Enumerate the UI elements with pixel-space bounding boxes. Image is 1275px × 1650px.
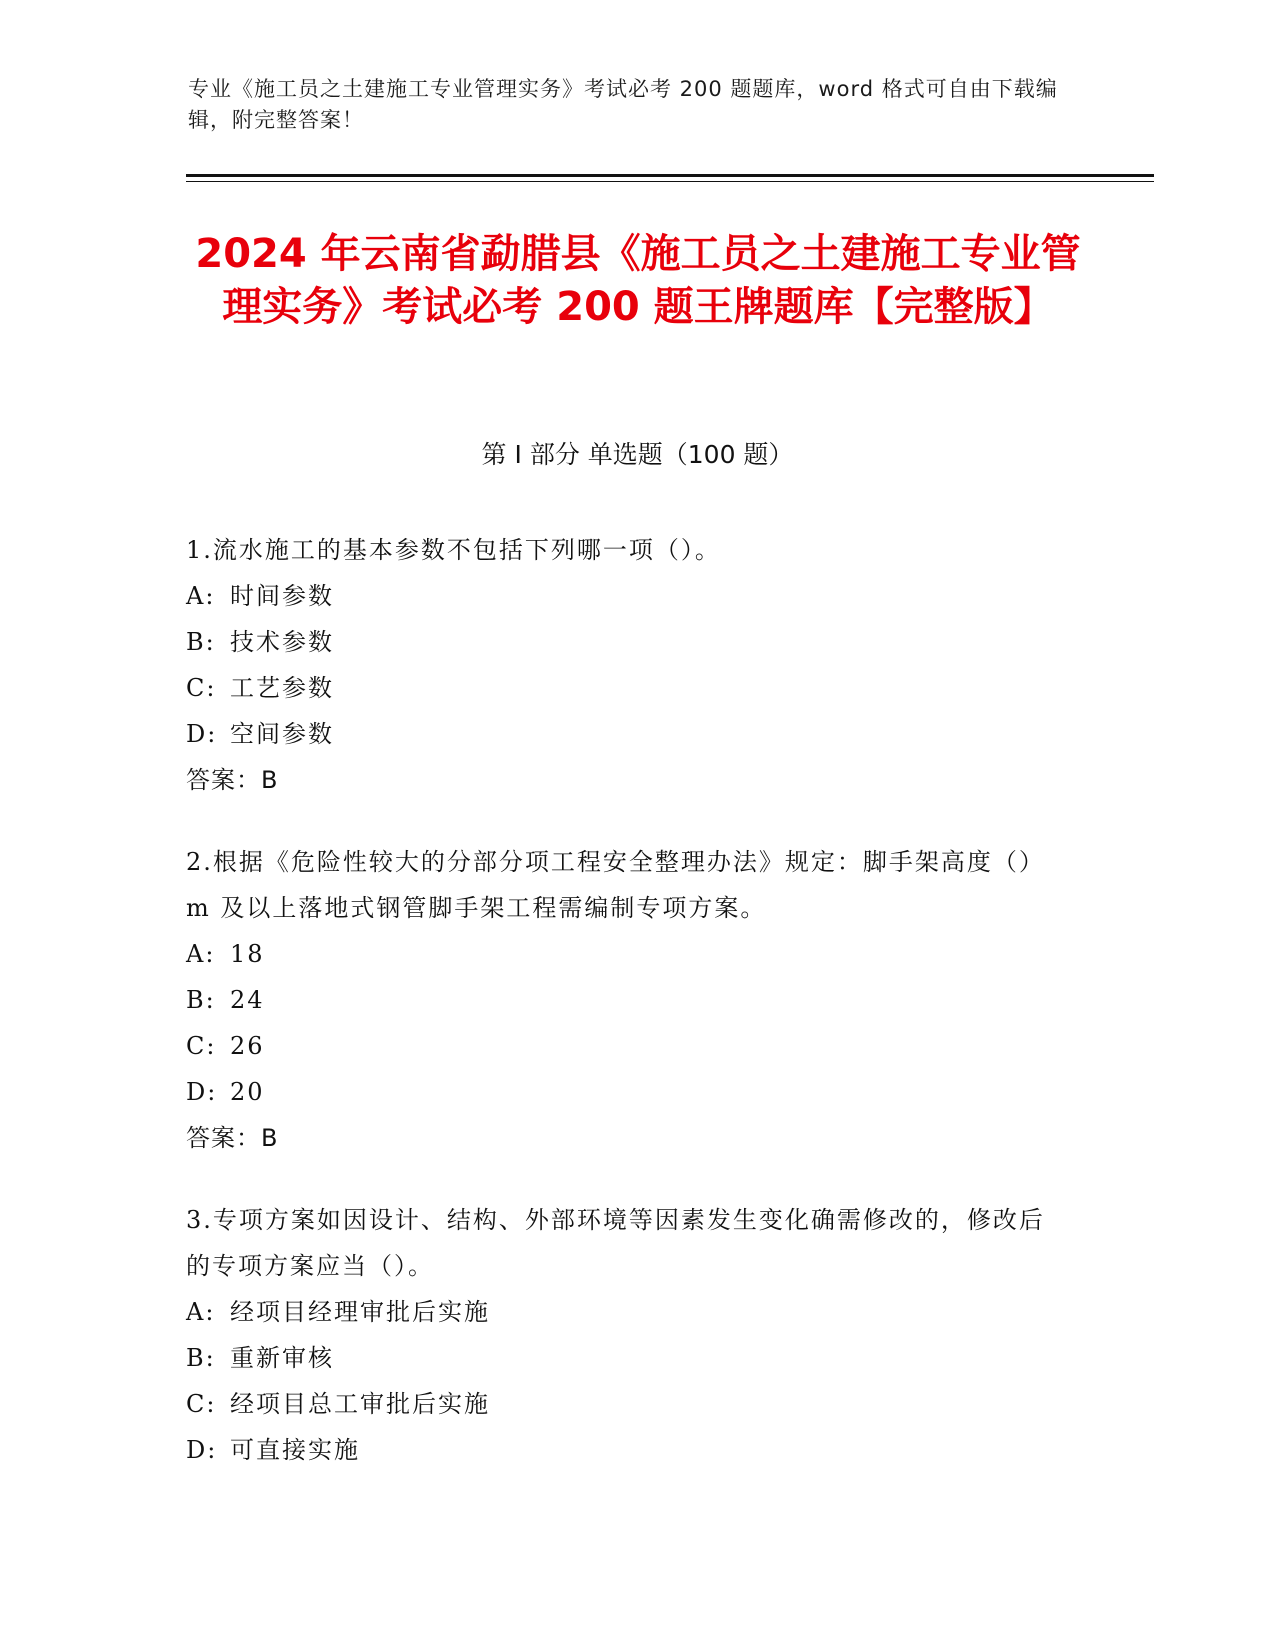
option-letter: C: bbox=[186, 674, 217, 702]
option-c bbox=[186, 1381, 1066, 1427]
option-text: 24 bbox=[230, 986, 265, 1014]
option-d bbox=[186, 711, 1066, 757]
question-3 bbox=[186, 1197, 1066, 1473]
option-text: 可直接实施 bbox=[230, 1436, 360, 1464]
option-letter: A: bbox=[186, 582, 216, 610]
option-letter: B: bbox=[186, 1344, 216, 1372]
question-list bbox=[186, 527, 1066, 1509]
option-letter: B: bbox=[186, 986, 216, 1014]
option-c bbox=[186, 1023, 1066, 1069]
answer-line: 答案：B bbox=[186, 1124, 279, 1152]
option-b bbox=[186, 1335, 1066, 1381]
option-letter: C: bbox=[186, 1032, 217, 1060]
option-c bbox=[186, 665, 1066, 711]
option-b bbox=[186, 619, 1066, 665]
option-b bbox=[186, 977, 1066, 1023]
option-letter: B: bbox=[186, 628, 216, 656]
header-note: 专业《施工员之土建施工专业管理实务》考试必考 200 题题库，word 格式可自由下载编辑，附完整答案！ bbox=[188, 77, 1058, 132]
option-text: 时间参数 bbox=[230, 582, 334, 610]
question-stem: 3.专项方案如因设计、结构、外部环境等因素发生变化确需修改的，修改后的专项方案应当（）。 bbox=[186, 1206, 1045, 1280]
option-a bbox=[186, 1289, 1066, 1335]
question-2 bbox=[186, 839, 1066, 1161]
option-text: 重新审核 bbox=[230, 1344, 334, 1372]
option-text: 技术参数 bbox=[230, 628, 334, 656]
answer-line: 答案：B bbox=[186, 766, 279, 794]
option-text: 18 bbox=[230, 940, 265, 968]
question-stem: 2.根据《危险性较大的分部分项工程安全整理办法》规定：脚手架高度（）m 及以上落地式钢管脚手架工程需编制专项方案。 bbox=[186, 848, 1045, 922]
section-title: 第 I 部分 单选题（100 题） bbox=[481, 440, 794, 469]
option-a bbox=[186, 573, 1066, 619]
option-letter: D: bbox=[186, 720, 218, 748]
option-text: 经项目经理审批后实施 bbox=[230, 1298, 490, 1326]
header-rule-thin bbox=[186, 181, 1154, 182]
option-text: 经项目总工审批后实施 bbox=[230, 1390, 490, 1418]
option-a bbox=[186, 931, 1066, 977]
option-d bbox=[186, 1427, 1066, 1473]
option-letter: A: bbox=[186, 1298, 216, 1326]
option-text: 空间参数 bbox=[230, 720, 334, 748]
option-letter: C: bbox=[186, 1390, 217, 1418]
option-d bbox=[186, 1069, 1066, 1115]
option-letter: A: bbox=[186, 940, 216, 968]
option-text: 20 bbox=[230, 1078, 265, 1106]
question-1 bbox=[186, 527, 1066, 803]
option-text: 26 bbox=[230, 1032, 265, 1060]
document-title: 2024 年云南省勐腊县《施工员之土建施工专业管理实务》考试必考 200 题王牌题库【完整版】 bbox=[195, 231, 1081, 330]
option-text: 工艺参数 bbox=[230, 674, 334, 702]
option-letter: D: bbox=[186, 1078, 218, 1106]
header-rule-thick bbox=[186, 174, 1154, 177]
question-stem: 1.流水施工的基本参数不包括下列哪一项（）。 bbox=[186, 536, 721, 564]
option-letter: D: bbox=[186, 1436, 218, 1464]
